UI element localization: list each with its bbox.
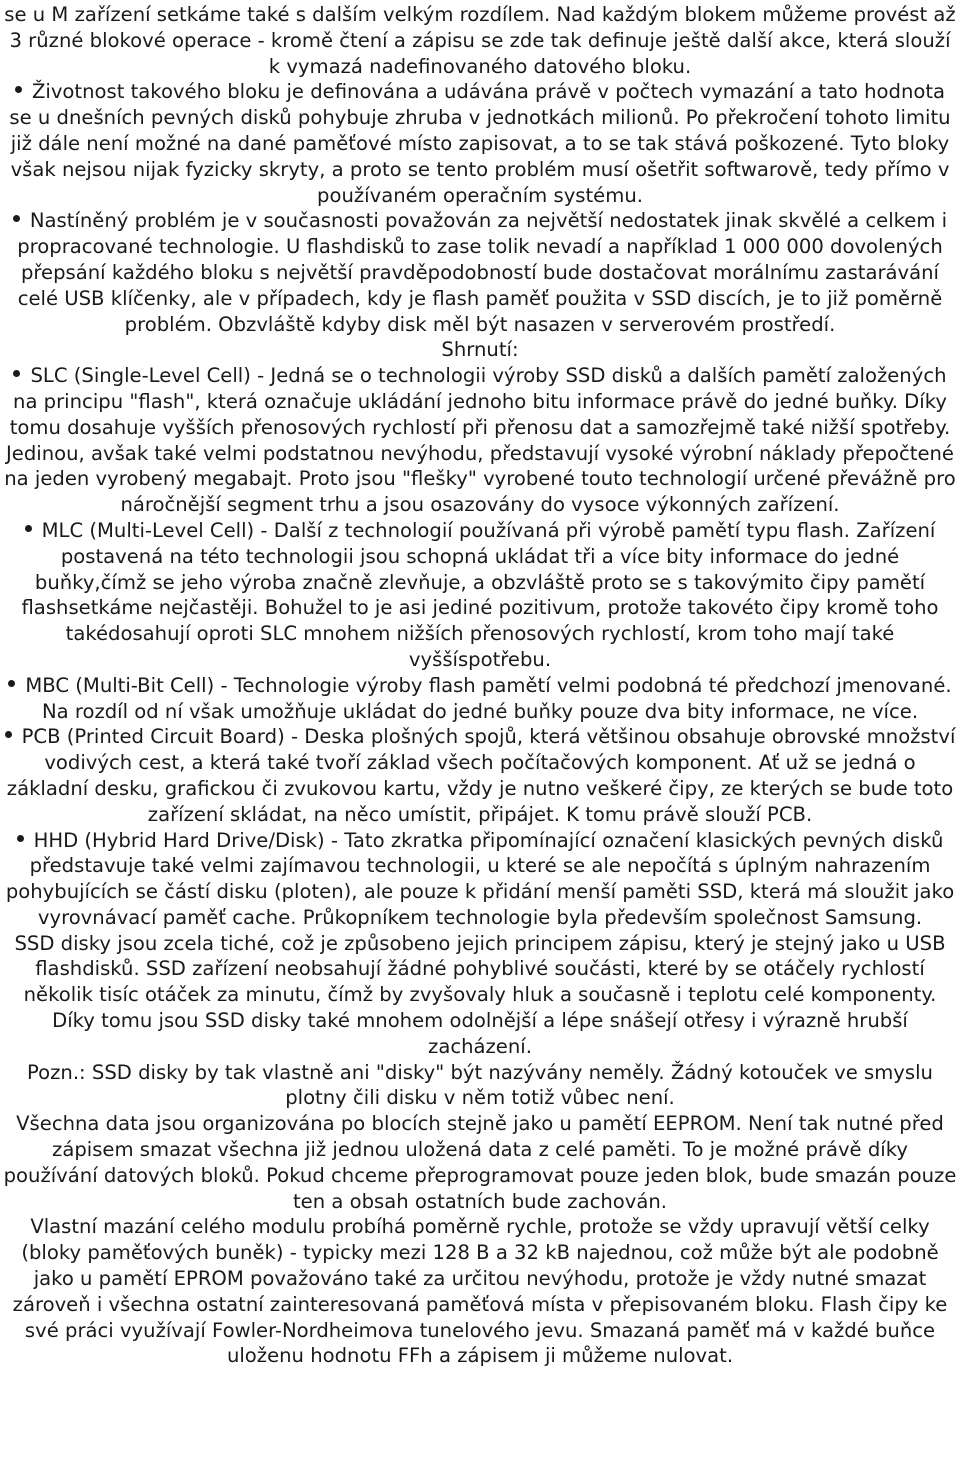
bullet-icon — [13, 370, 20, 377]
paragraph-erasing: Vlastní mazání celého modulu probíhá poměrně rychle, protože se vždy upravují větší celky (bloky paměťových buněk) - typicky mezi 128 B a 32 kB najednou, což může být ale podobně jako u pamětí EPROM považováno také za určitou nevýhodu, protože je vždy nutné smazat zároveň i všechna ostatní zainteresovaná paměťová místa v přepisovaném bloku. Flash čipy ke své práci využívají Fowler-Nordheimova tunelového jevu. Smazaná paměť má v každé buňce uloženu hodnotu FFh a zápisem ji můžeme nulovat. — [12, 1215, 948, 1368]
bullet-problem — [3, 208, 957, 337]
bullet-icon — [15, 86, 22, 93]
bullet-icon — [5, 731, 12, 738]
bullet-block-lifetime — [3, 79, 957, 208]
bullet-icon — [17, 835, 24, 842]
bullet-text-hhd: HHD (Hybrid Hard Drive/Disk) - Tato zkratka připomínající označení klasických pevných disků představuje také velmi zajímavou technologii, u které se ale nepočítá s úplným nahrazením pohybujících se částí disku (ploten), ale pouze k přidání menší paměti SSD, která má sloužit jako vyrovnávací paměť cache. Průkopníkem technologie byla především společnost Samsung. — [5, 828, 955, 929]
bullet-text-lifetime: Životnost takového bloku je definována a udávána právě v počtech vymazání a tato hodnota se u dnešních pevných disků pohybuje zhruba v jednotkách milionů. Po překročení tohoto limitu již dále není možné na dané paměťové místo zapisovat, a to se tak stává poškozené. Tyto bloky však nejsou nijak fyzicky skryty, a proto se tento problém musí ošetřit softwarově, tedy přímo v používaném operačním systému. — [9, 80, 951, 207]
bullet-icon — [8, 680, 15, 687]
bullet-text-problem: Nastíněný problém je v současnosti považován za největší nedostatek jinak skvělé a celkem i propracované technologie. U flashdisků to zase tolik nevadí a například 1 000 000 dovolených přepsání každého bloku s největší pravděpodobností bude dostačovat morálnímu zastarávání celé USB klíčenky, ale v případech, kdy je flash paměť použita v SSD discích, je to již poměrně problém. Obzvláště kdyby disk měl být nasazen v serverovém prostředí. — [17, 209, 948, 336]
bullet-mlc — [3, 518, 957, 673]
bullet-mbc — [3, 673, 957, 725]
paragraph-note: Pozn.: SSD disky by tak vlastně ani "disky" být nazývány neměly. Žádný kotouček ve smyslu plotny čili disku v něm totiž vůbec není. — [27, 1060, 933, 1110]
paragraph-blocks: Všechna data jsou organizována po blocích stejně jako u pamětí EEPROM. Není tak nutné před zápisem smazat všechna již jednou uložená data z celé paměti. To je možné právě díky používání datových bloků. Pokud chceme přeprogramovat pouze jeden blok, bude smazán pouze ten a obsah ostatních bude zachován. — [3, 1112, 957, 1213]
summary-heading: Shrnutí: — [441, 338, 519, 362]
paragraph-intro: se u M zařízení setkáme také s dalším velkým rozdílem. Nad každým blokem můžeme provést až 3 různé blokové operace - kromě čtení a zápisu se zde tak definuje ještě další akce, která slouží k vymazá nadefinovaného datového bloku. — [4, 3, 956, 78]
bullet-text-slc: SLC (Single-Level Cell) - Jedná se o technologii výroby SSD disků a dalších pamětí založených na principu "flash", která označuje ukládání jednoho bitu informace právě do jedné buňky. Díky tomu dosahuje vyšších přenosových rychlostí při přenosu dat a samozřejmě také nižší spotřeby. Jedinou, avšak také velmi podstatnou nevýhodu, představují vysoké výrobní náklady přepočtené na jeden vyrobený megabajt. Proto jsou "flešky" vyrobené touto technologií určené převážně pro náročnější segment trhu a jsou osazovány do vysoce výkonných zařízení. — [4, 364, 956, 517]
bullet-text-pcb: PCB (Printed Circuit Board) - Deska plošných spojů, která většinou obsahuje obrovské množství vodivých cest, a která také tvoří základ všech počítačových komponent. Ať už se jedná o základní desku, grafickou či zvukovou kartu, vždy je nutno veškeré čipy, ze kterých se bude toto zařízení skládat, na něco umístit, připájet. K tomu právě slouží PCB. — [6, 725, 956, 826]
paragraph-ssd-silent: SSD disky jsou zcela tiché, což je způsobeno jejich principem zápisu, který je stejný jako u USB flashdisků. SSD zařízení neobsahují žádné pohyblivé součásti, které by se otáčely rychlostí několik tisíc otáček za minutu, čímž by zvyšovaly hluk a současně i teplotu celé komponenty. Díky tomu jsou SSD disky také mnohem odolnější a lépe snášejí otřesy i výrazně hrubší zacházení. — [14, 931, 946, 1058]
bullet-pcb — [3, 724, 957, 827]
bullet-hhd — [3, 828, 957, 931]
bullet-text-mbc: MBC (Multi-Bit Cell) - Technologie výroby flash pamětí velmi podobná té předchozí jmenované. Na rozdíl od ní však umožňuje ukládat do jedné buňky pouze dva bity informace, ne více. — [25, 673, 952, 723]
bullet-icon — [13, 215, 20, 222]
bullet-text-mlc: MLC (Multi-Level Cell) - Další z technologií používaná při výrobě pamětí typu flash. Zařízení postavená na této technologii jsou schopná ukládat tři a více bity informace do jedné buňky,čímž se jeho výroba značně zlevňuje, a obzvláště proto se s takovýmito čipy pamětí flashsetkáme nejčastěji. Bohužel to je asi jediné pozitivum, protože takovéto čipy kromě toho takédosahují oproti SLC mnohem nižších přenosových rychlostí, krom toho mají také vyššíspotřebu. — [21, 518, 939, 671]
bullet-slc — [3, 363, 957, 518]
bullet-icon — [25, 525, 32, 532]
